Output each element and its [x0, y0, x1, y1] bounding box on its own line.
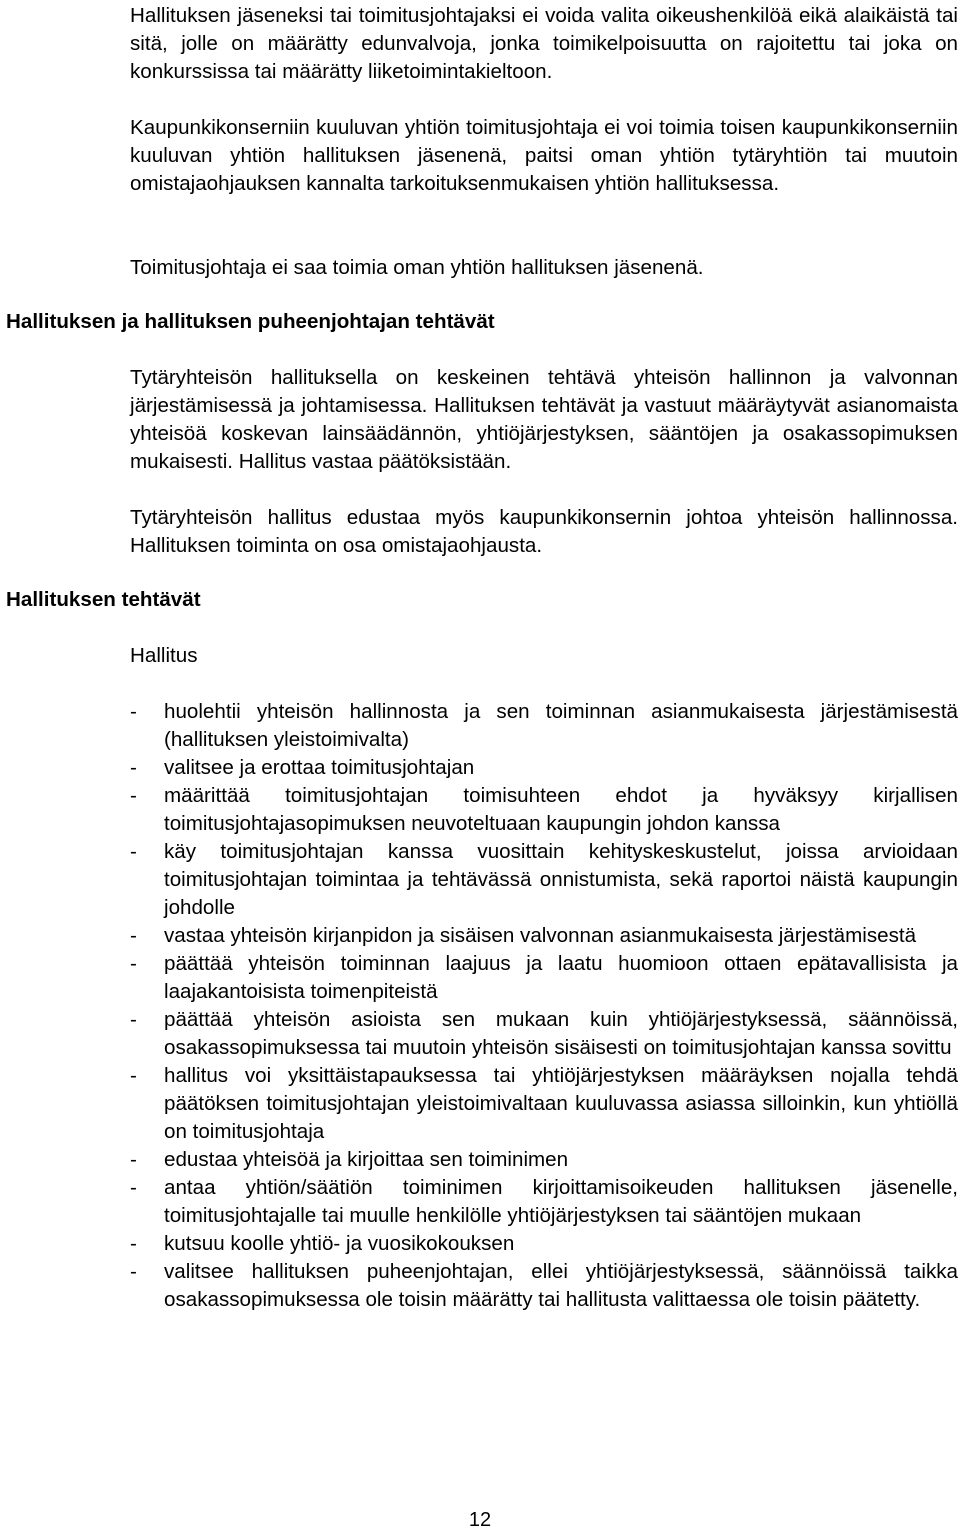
list-item-text: valitsee hallituksen puheenjohtajan, ellei yhtiöjärjestyksessä, säännöissä taikka osakassopimuksessa ole toisin määrätty tai hallitusta valittaessa ole toisin päätetty. — [164, 1260, 958, 1311]
list-item-text: kutsuu koolle yhtiö- ja vuosikokouksen — [164, 1232, 515, 1255]
list-item-text: käy toimitusjohtajan kanssa vuosittain kehityskeskustelut, joissa arvioidaan toimitusjohtajan toimintaa ja tehtävässä onnistumista, sekä raportoi näistä kaupungin johdolle — [164, 840, 958, 919]
bullet-dash: - — [130, 1008, 137, 1031]
bullet-dash: - — [130, 784, 137, 807]
list-item-text: päättää yhteisön asioista sen mukaan kuin yhtiöjärjestyksessä, säännöissä, osakassopimuksessa tai muutoin yhteisön sisäisesti on toimitusjohtajan kanssa sovittu — [164, 1008, 958, 1059]
list-item-text: antaa yhtiön/säätiön toiminimen kirjoittamisoikeuden hallituksen jäsenelle, toimitusjohtajalle tai muulle henkilölle yhtiöjärjestyksen tai sääntöjen mukaan — [164, 1176, 958, 1227]
list-item-text: valitsee ja erottaa toimitusjohtajan — [164, 756, 475, 779]
bullet-dash: - — [130, 700, 137, 723]
paragraph-board-representation: Tytäryhteisön hallitus edustaa myös kaupunkikonsernin johtoa yhteisön hallinnossa. Hallituksen toiminta on osa omistajaohjausta. — [130, 506, 958, 557]
list-item — [130, 1062, 958, 1146]
list-item — [130, 1230, 958, 1258]
section-heading-board-duties: Hallituksen ja hallituksen puheenjohtajan tehtävät — [6, 310, 495, 333]
list-item — [130, 922, 958, 950]
duties-list — [130, 698, 958, 1314]
bullet-dash: - — [130, 1064, 137, 1087]
list-item — [130, 698, 958, 754]
list-item-text: päättää yhteisön toiminnan laajuus ja laatu huomioon ottaen epätavallisista ja laajakantoisista toimenpiteistä — [164, 952, 958, 1003]
list-item-text: määrittää toimitusjohtajan toimisuhteen ehdot ja hyväksyy kirjallisen toimitusjohtajasopimuksen neuvoteltuaan kaupungin johdon kanssa — [164, 784, 958, 835]
list-item — [130, 950, 958, 1006]
subheading-hallitus: Hallitus — [130, 644, 198, 667]
list-item — [130, 1258, 958, 1314]
list-item-text: hallitus voi yksittäistapauksessa tai yhtiöjärjestyksen määräyksen nojalla tehdä päätöksen toimitusjohtajan yleistoimivaltaan kuuluvassa asiassa silloinkin, kun yhtiöllä on toimitusjohtaja — [164, 1064, 958, 1143]
page-number: 12 — [468, 1509, 492, 1531]
bullet-dash: - — [130, 1232, 137, 1255]
paragraph-board-role: Tytäryhteisön hallituksella on keskeinen tehtävä yhteisön hallinnon ja valvonnan järjestämisessä ja johtamisessa. Hallituksen tehtävät ja vastuut määräytyvät asianomaista yhteisöä koskevan lainsäädännön, yhtiöjärjestyksen, sääntöjen ja osakassopimuksen mukaisesti. Hallitus vastaa päätöksistään. — [130, 366, 958, 473]
paragraph-ceo-board-membership: Kaupunkikonserniin kuuluvan yhtiön toimitusjohtaja ei voi toimia toisen kaupunkikonserniin kuuluvan yhtiön hallituksen jäsenenä, paitsi oman yhtiön tytäryhtiön tai muutoin omistajaohjauksen kannalta tarkoituksenmukaisen yhtiön hallituksessa. — [130, 116, 958, 195]
list-item-text: vastaa yhteisön kirjanpidon ja sisäisen valvonnan asianmukaisesta järjestämisestä — [164, 924, 917, 947]
bullet-dash: - — [130, 840, 137, 863]
bullet-dash: - — [130, 924, 137, 947]
list-item — [130, 1174, 958, 1230]
list-item-text: huolehtii yhteisön hallinnosta ja sen toiminnan asianmukaisesta järjestämisestä (hallituksen yleistoimivalta) — [164, 700, 958, 751]
list-item — [130, 754, 958, 782]
bullet-dash: - — [130, 756, 137, 779]
paragraph-ceo-restriction: Toimitusjohtaja ei saa toimia oman yhtiön hallituksen jäsenenä. — [130, 256, 704, 279]
paragraph-eligibility: Hallituksen jäseneksi tai toimitusjohtajaksi ei voida valita oikeushenkilöä eikä alaikäistä tai sitä, jolle on määrätty edunvalvoja, jonka toimikelpoisuutta on rajoitettu tai joka on konkurssissa tai määrätty liiketoimintakieltoon. — [130, 4, 958, 83]
bullet-dash: - — [130, 1148, 137, 1171]
list-item — [130, 782, 958, 838]
bullet-dash: - — [130, 1260, 137, 1283]
list-item — [130, 1146, 958, 1174]
list-item — [130, 838, 958, 922]
section-heading-board-tasks: Hallituksen tehtävät — [6, 588, 201, 611]
list-item-text: edustaa yhteisöä ja kirjoittaa sen toiminimen — [164, 1148, 569, 1171]
list-item — [130, 1006, 958, 1062]
bullet-dash: - — [130, 952, 137, 975]
bullet-dash: - — [130, 1176, 137, 1199]
